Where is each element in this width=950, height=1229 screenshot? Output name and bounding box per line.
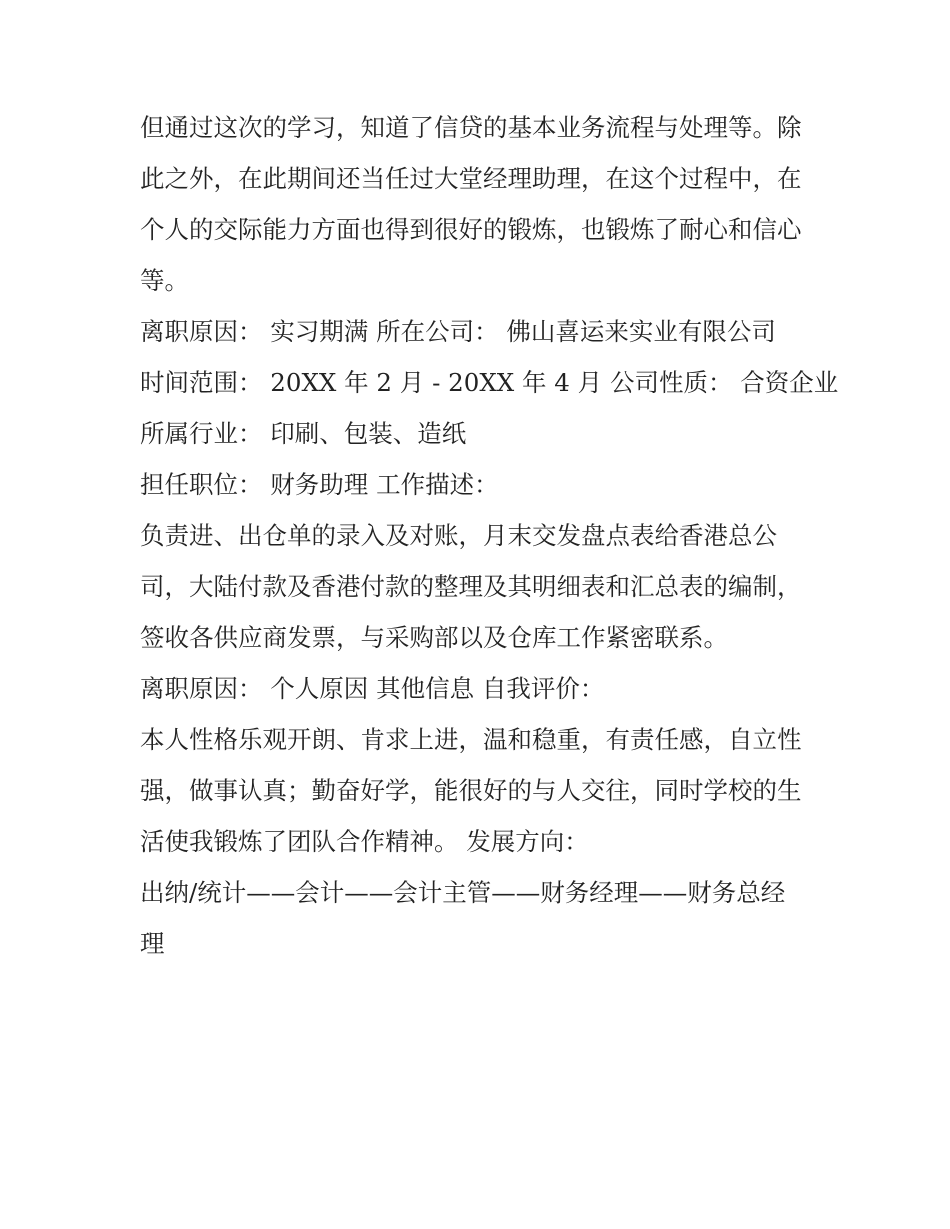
- document-body: [140, 102, 839, 969]
- text-line: 离职原因： 实习期满 所在公司： 佛山喜运来实业有限公司: [140, 317, 776, 346]
- text-line: 所属行业： 印刷、包装、造纸: [140, 419, 467, 448]
- text-line: 时间范围： 20XX 年 2 月 - 20XX 年 4 月 公司性质： 合资企业: [140, 368, 839, 397]
- text-line: 但通过这次的学习，知道了信贷的基本业务流程与处理等。除: [140, 113, 802, 142]
- text-line: 负责进、出仓单的录入及对账，月末交发盘点表给香港总公: [140, 521, 777, 550]
- text-line: 此之外，在此期间还当任过大堂经理助理，在这个过程中，在: [140, 164, 802, 193]
- text-line: 本人性格乐观开朗、肯求上进，温和稳重，有责任感，自立性: [140, 725, 802, 754]
- text-line: 出纳/统计——会计——会计主管——财务经理——财务总经: [140, 878, 786, 907]
- text-line: 等。: [140, 266, 189, 295]
- text-line: 理: [140, 929, 165, 958]
- text-line: 强，做事认真；勤奋好学，能很好的与人交往，同时学校的生: [140, 776, 802, 805]
- text-line: 司，大陆付款及香港付款的整理及其明细表和汇总表的编制，: [140, 572, 802, 601]
- text-line: 签收各供应商发票，与采购部以及仓库工作紧密联系。: [140, 623, 728, 652]
- text-line: 个人的交际能力方面也得到很好的锻炼，也锻炼了耐心和信心: [140, 215, 802, 244]
- text-line: 离职原因： 个人原因 其他信息 自我评价：: [140, 674, 605, 703]
- text-line: 担任职位： 财务助理 工作描述：: [140, 470, 499, 499]
- text-line: 活使我锻炼了团队合作精神。 发展方向：: [140, 827, 589, 856]
